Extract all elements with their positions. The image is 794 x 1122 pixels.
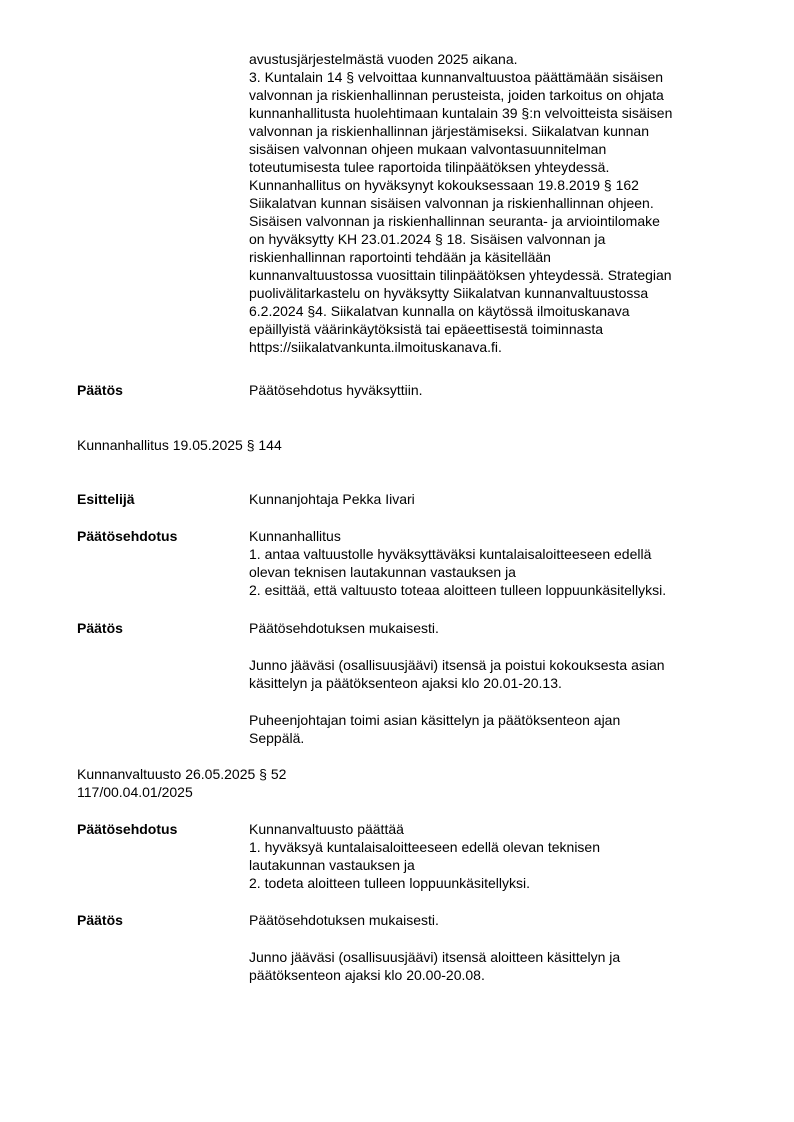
proposal-line: Kunnanhallitus bbox=[249, 528, 341, 544]
intro-line: valvonnan ja riskienhallinnan järjestämiseksi. Siikalatvan kunnan bbox=[249, 123, 649, 139]
proposal-label: Päätösehdotus bbox=[77, 528, 178, 544]
intro-line: 3. Kuntalain 14 § velvoittaa kunnanvaltuustoa päättämään sisäisen bbox=[249, 69, 664, 85]
decision-label: Päätös bbox=[77, 620, 123, 636]
proposal-line: Kunnanvaltuusto päättää bbox=[249, 821, 404, 837]
decision-note-line: käsittelyn ja päätöksenteon ajaksi klo 20.01-20.13. bbox=[249, 675, 562, 691]
meeting-reference: 117/00.04.01/2025 bbox=[77, 784, 193, 800]
intro-line: valvonnan ja riskienhallinnan perusteista, joiden tarkoitus on ohjata bbox=[249, 87, 664, 103]
intro-line: kunnanvaltuustossa vuosittain tilinpäätöksen yhteydessä. Strategian bbox=[249, 267, 672, 283]
decision-note-line: Seppälä. bbox=[249, 730, 305, 746]
proposal-line: 2. todeta aloitteen tulleen loppuunkäsitellyksi. bbox=[249, 875, 530, 891]
decision-text: Päätösehdotuksen mukaisesti. bbox=[249, 620, 439, 636]
intro-line: sisäisen valvonnan ohjeen mukaan valvontasuunnitelman bbox=[249, 141, 607, 157]
decision-note-line: Junno jääväsi (osallisuusjäävi) itsensä ja poistui kokouksesta asian bbox=[249, 657, 665, 673]
proposal-line: lautakunnan vastauksen ja bbox=[249, 857, 415, 873]
decision-note-line: Junno jääväsi (osallisuusjäävi) itsensä aloitteen käsittelyn ja bbox=[249, 949, 621, 965]
intro-line: kunnanhallitusta huolehtimaan kuntalain 39 §:n velvoitteista sisäisen bbox=[249, 105, 673, 121]
decision-text: Päätösehdotus hyväksyttiin. bbox=[249, 382, 423, 398]
intro-line: avustusjärjestelmästä vuoden 2025 aikana. bbox=[249, 51, 518, 67]
intro-line: Sisäisen valvonnan ja riskienhallinnan seuranta- ja arviointilomake bbox=[249, 213, 660, 229]
intro-line: Kunnanhallitus on hyväksynyt kokouksessaan 19.8.2019 § 162 bbox=[249, 177, 639, 193]
decision-note-line: Puheenjohtajan toimi asian käsittelyn ja päätöksenteon ajan bbox=[249, 712, 621, 728]
intro-line: riskienhallinnan raportointi tehdään ja käsitellään bbox=[249, 249, 551, 265]
meeting-header-kh: Kunnanhallitus 19.05.2025 § 144 bbox=[77, 437, 282, 453]
intro-link[interactable]: https://siikalatvankunta.ilmoituskanava.fi. bbox=[249, 339, 502, 355]
presenter-label: Esittelijä bbox=[77, 491, 135, 507]
intro-line: 6.2.2024 §4. Siikalatvan kunnalla on käytössä ilmoituskanava bbox=[249, 303, 630, 319]
decision-note-line: päätöksenteon ajaksi klo 20.00-20.08. bbox=[249, 967, 485, 983]
intro-line: epäillyistä väärinkäytöksistä tai epäeettisestä toiminnasta bbox=[249, 321, 604, 337]
proposal-line: olevan teknisen lautakunnan vastauksen ja bbox=[249, 564, 516, 580]
meeting-header-kv: Kunnanvaltuusto 26.05.2025 § 52 bbox=[77, 766, 287, 782]
intro-line: on hyväksytty KH 23.01.2024 § 18. Sisäisen valvonnan ja bbox=[249, 231, 606, 247]
decision-text: Päätösehdotuksen mukaisesti. bbox=[249, 912, 439, 928]
decision-label: Päätös bbox=[77, 382, 123, 398]
proposal-label: Päätösehdotus bbox=[77, 821, 178, 837]
presenter-text: Kunnanjohtaja Pekka Iivari bbox=[249, 491, 415, 507]
intro-line: puolivälitarkastelu on hyväksytty Siikalatvan kunnanvaltuustossa bbox=[249, 285, 649, 301]
proposal-line: 1. antaa valtuustolle hyväksyttäväksi kuntalaisaloitteeseen edellä bbox=[249, 546, 652, 562]
decision-label: Päätös bbox=[77, 912, 123, 928]
intro-line: Siikalatvan kunnan sisäisen valvonnan ja riskienhallinnan ohjeen. bbox=[249, 195, 654, 211]
proposal-line: 1. hyväksyä kuntalaisaloitteeseen edellä olevan teknisen bbox=[249, 839, 601, 855]
intro-line: toteutumisesta tulee raportoida tilinpäätöksen yhteydessä. bbox=[249, 159, 610, 175]
proposal-line: 2. esittää, että valtuusto toteaa aloitteen tulleen loppuunkäsitellyksi. bbox=[249, 582, 667, 598]
